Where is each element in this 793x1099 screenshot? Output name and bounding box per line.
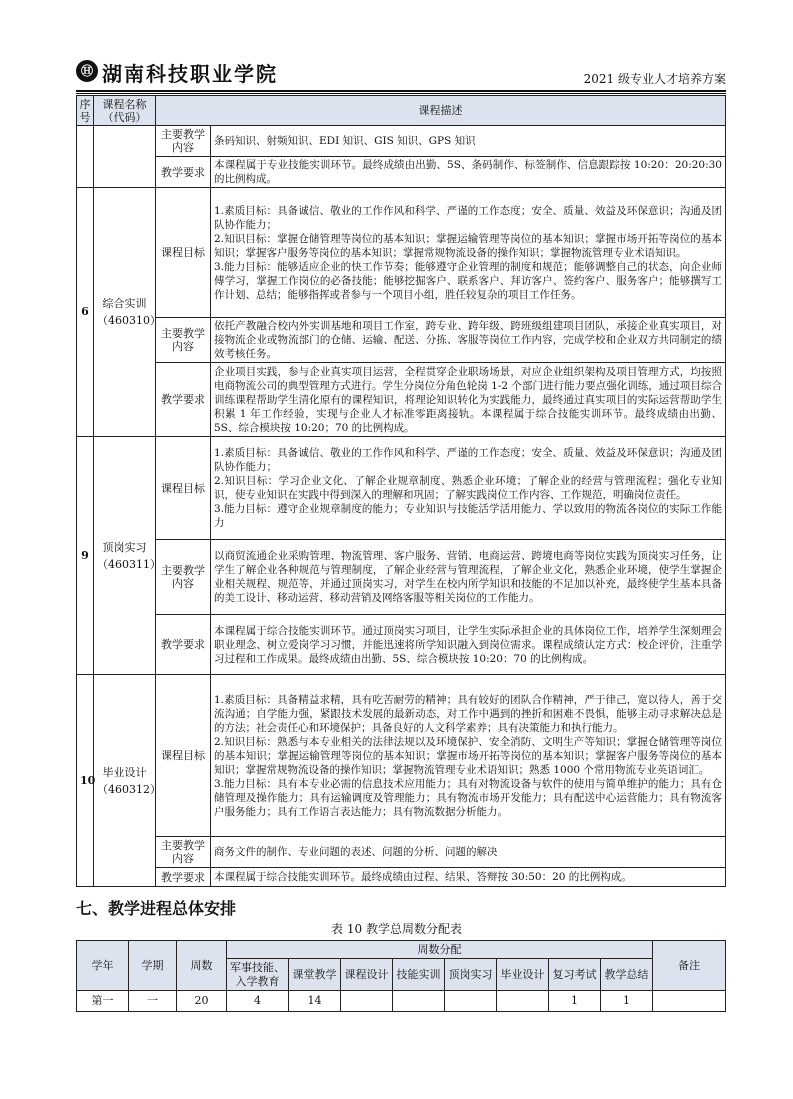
weeks-allocation-table	[76, 940, 726, 1012]
table-row	[77, 363, 726, 437]
course-code: （460312）	[97, 782, 161, 796]
table-row	[77, 157, 726, 188]
goal-text	[211, 188, 726, 318]
course-name-cell	[94, 437, 161, 675]
row-number: 9	[77, 437, 94, 675]
cell-year: 第一	[77, 991, 129, 1012]
header-course: 课程名称（代码）	[94, 96, 156, 126]
cell-course-empty	[94, 126, 156, 188]
cell-course-design	[341, 991, 393, 1012]
header-note: 备注	[653, 941, 726, 991]
table-row	[77, 318, 726, 363]
header-graduation-design: 毕业设计	[497, 959, 549, 991]
requirement-text: 企业项目实践，参与企业真实项目运营，全程贯穿企业职场场景，对应企业组织架构及项目管理方式，均按照电商物流公司的典型管理方式进行。学生分岗位分角色轮岗 1-2 个部门进行能力要点强化训练，通过项目综合训练课程帮助学生清化原有的课程知识，将理论知识转化为实践能力，最终通过真实项目的实际运营帮助学生积累 1 年工作经验，实现与企业人才标准零距离接轨。本课程属于综合技能实训环节。最终成绩由出勤、5S、综合模块按 10:20；70 的比例构成。	[211, 363, 726, 437]
school-logo-icon: Ⓗ	[76, 60, 98, 82]
cell-note	[653, 991, 726, 1012]
course-code: （460311）	[97, 557, 161, 571]
content-text: 依托产教融合校内外实训基地和项目工作室，跨专业、跨年级、跨班级组建项目团队，承接企业真实项目，对接物流企业或物流部门的仓储、运输、配送、分拣、客服等岗位工作内容，完成学校和企业双方共同制定的绩效考核任务。	[211, 318, 726, 363]
header-classroom: 课堂教学	[289, 959, 341, 991]
goal-ability: 3.能力目标：遵守企业规章制度的能力；专业知识与技能活学活用能力、学以致用的物流各岗位的实际工作能力	[214, 503, 722, 529]
requirement-label: 教学要求	[156, 615, 211, 675]
cell-graduation-design	[497, 991, 549, 1012]
header-review-exam: 复习考试	[549, 959, 601, 991]
header-term: 学期	[129, 941, 177, 991]
goal-text	[211, 675, 726, 837]
table-row	[77, 188, 726, 318]
table-caption: 表 10 教学总周数分配表	[331, 922, 462, 936]
goal-label: 课程目标	[156, 437, 211, 540]
page-header	[76, 58, 726, 92]
course-name-cell	[94, 675, 161, 887]
goal-text	[211, 437, 726, 540]
header-rule-thick	[76, 90, 726, 92]
row-number: 6	[77, 188, 94, 437]
cell-review-exam: 1	[549, 991, 601, 1012]
requirement-label: 教学要求	[156, 363, 211, 437]
goal-ability: 3.能力目标：具有本专业必需的信息技术应用能力；具有对物流设备与软件的使用与简单维护的能力；具有仓储管理及操作能力；具有运输调度及管理能力；具有物流市场开发能力；具有配送中心运营能力；具有物流客户服务能力；具有工作语言表达能力；具有物流数据分析能力。	[214, 777, 722, 818]
table-row	[77, 991, 726, 1012]
goal-ability: 3.能力目标：能够适应企业的快工作节奏；能够遵守企业管理的制度和规范；能够调整自己的状态，向企业师傅学习，掌握工作岗位的必备技能；能够挖掘客户、联系客户、拜访客户、签约客户、服务客户；能够撰写工作计划、总结；能够指挥或者参与一个项目小组，胜任较复杂的项目工作任务。	[214, 260, 722, 301]
section-heading: 七、教学进程总体安排	[76, 899, 237, 918]
course-name: 综合实训	[102, 297, 147, 310]
goal-label: 课程目标	[156, 675, 211, 837]
header-no: 序号	[77, 96, 94, 126]
goal-knowledge: 2.知识目标：掌握仓储管理等岗位的基本知识；掌握运输管理等岗位的基本知识；掌握市场开拓等岗位的基本知识；掌握客户服务等岗位的基本知识；掌握常规物流设备的操作知识；掌握物流管理专业术语知识。	[214, 232, 722, 259]
table-row	[77, 675, 726, 837]
cell-no-empty	[77, 126, 94, 188]
header-year: 学年	[77, 941, 129, 991]
goal-quality: 1.素质目标：具备诚信、敬业的工作作风和科学、严谨的工作态度；安全、质量、效益及环保意识；沟通及团队协作能力；	[214, 204, 722, 231]
goal-label: 课程目标	[156, 188, 211, 318]
table-row	[77, 615, 726, 675]
goal-quality: 1.素质目标：具备诚信、敬业的工作作风和科学、严谨的工作态度；安全、质量、效益及环保意识；沟通及团队协作能力；	[214, 447, 722, 473]
header-desc: 课程描述	[156, 96, 726, 126]
table-row	[77, 540, 726, 615]
cell-term: 一	[129, 991, 177, 1012]
cell-skill-training	[393, 991, 445, 1012]
requirement-text: 本课程属于专业技能实训环节。最终成绩由出勤、5S、条码制作、标签制作、信息跟踪按 10:20：20:20:30 的比例构成。	[211, 157, 726, 188]
requirement-label: 教学要求	[156, 868, 211, 887]
table-row	[77, 837, 726, 868]
document-title: 2021 级专业人才培养方案	[583, 72, 726, 86]
cell-military: 4	[227, 991, 289, 1012]
goal-knowledge: 2.知识目标：学习企业文化、了解企业规章制度、熟悉企业环境；了解企业的经营与管理流程；强化专业知识，使专业知识在实践中得到深入的理解和巩固；了解实践岗位工作内容、工作规范，明确岗位责任。	[214, 475, 722, 501]
header-course-design: 课程设计	[341, 959, 393, 991]
header-military: 军事技能、入学教育	[227, 959, 289, 991]
table-row	[77, 437, 726, 540]
requirement-label: 教学要求	[156, 157, 211, 188]
cell-weeks: 20	[177, 991, 227, 1012]
requirement-text: 本课程属于综合技能实训环节。通过顶岗实习项目，让学生实际承担企业的具体岗位工作，培养学生深刻理会职业理念、树立爱岗学习习惯，并能迅速将所学知识融入到岗位需求。课程成绩认定方式：校企评价，注重学习过程和工作成果。最终成绩由出勤、5S、综合模块按 10:20：70 的比例构成。	[211, 615, 726, 675]
content-text: 以商贸流通企业采购管理、物流管理、客户服务、营销、电商运营、跨境电商等岗位实践为顶岗实习任务，让学生了解企业各种规范与管理制度，了解企业经营与管理流程，了解企业文化，熟悉企业环境，使学生掌握企业相关规程、规范等，并通过顶岗实习，对学生在校内所学知识和技能的不足加以补充，最终使学生基本具备的美工设计、移动运营、移动营销及网络客服等相关岗位的工作能力。	[211, 540, 726, 615]
course-description-table	[76, 95, 726, 887]
school-name: 湖南科技职业学院	[102, 62, 278, 86]
content-label: 主要教学内容	[156, 837, 211, 868]
content-text: 条码知识、射频知识、EDI 知识、GIS 知识、GPS 知识	[211, 126, 726, 157]
header-weeks: 周数	[177, 941, 227, 991]
cell-summary: 1	[601, 991, 653, 1012]
header-skill-training: 技能实训	[393, 959, 445, 991]
cell-internship	[445, 991, 497, 1012]
cell-classroom: 14	[289, 991, 341, 1012]
row-number: 10	[77, 675, 94, 887]
course-name: 顶岗实习	[102, 540, 147, 554]
goal-quality: 1.素质目标：具备精益求精，具有吃苦耐劳的精神；具有较好的团队合作精神，严于律己，宽以待人，善于交流沟通；自学能力强，紧跟技术发展的最新动态，对工作中遇到的挫折和困难不畏惧，能够主动寻求解决总是的方法；社会责任心和环境保护；具备良好的人文科学素养；具有决策能力和执行能力。	[214, 693, 722, 734]
course-code: （460310）	[97, 314, 161, 327]
goal-knowledge: 2.知识目标：熟悉与本专业相关的法律法规以及环境保护、安全消防、文明生产等知识；掌握仓储管理等岗位的基本知识；掌握运输管理等岗位的基本知识；掌握市场开拓等岗位的基本知识；掌握客户服务等岗位的基本知识；掌握常规物流设备的操作知识；掌握物流管理专业术语知识；熟悉 1000 个常用物流专业英语词汇。	[214, 735, 722, 776]
content-text: 商务文件的制作、专业问题的表述、问题的分析、问题的解决	[211, 837, 726, 868]
header-allocation: 周数分配	[227, 941, 653, 959]
requirement-text: 本课程属于综合技能实训环节。最终成绩由过程、结果、答辩按 30:50：20 的比例构成。	[211, 868, 726, 887]
content-label: 主要教学内容	[156, 126, 211, 157]
table-row	[77, 126, 726, 157]
header-internship: 顶岗实习	[445, 959, 497, 991]
content-label: 主要教学内容	[156, 318, 211, 363]
content-label: 主要教学内容	[156, 540, 211, 615]
course-name-cell	[94, 188, 161, 437]
table-row	[77, 868, 726, 887]
course-name: 毕业设计	[102, 765, 147, 779]
header-summary: 教学总结	[601, 959, 653, 991]
header-rule-thin	[76, 93, 726, 94]
